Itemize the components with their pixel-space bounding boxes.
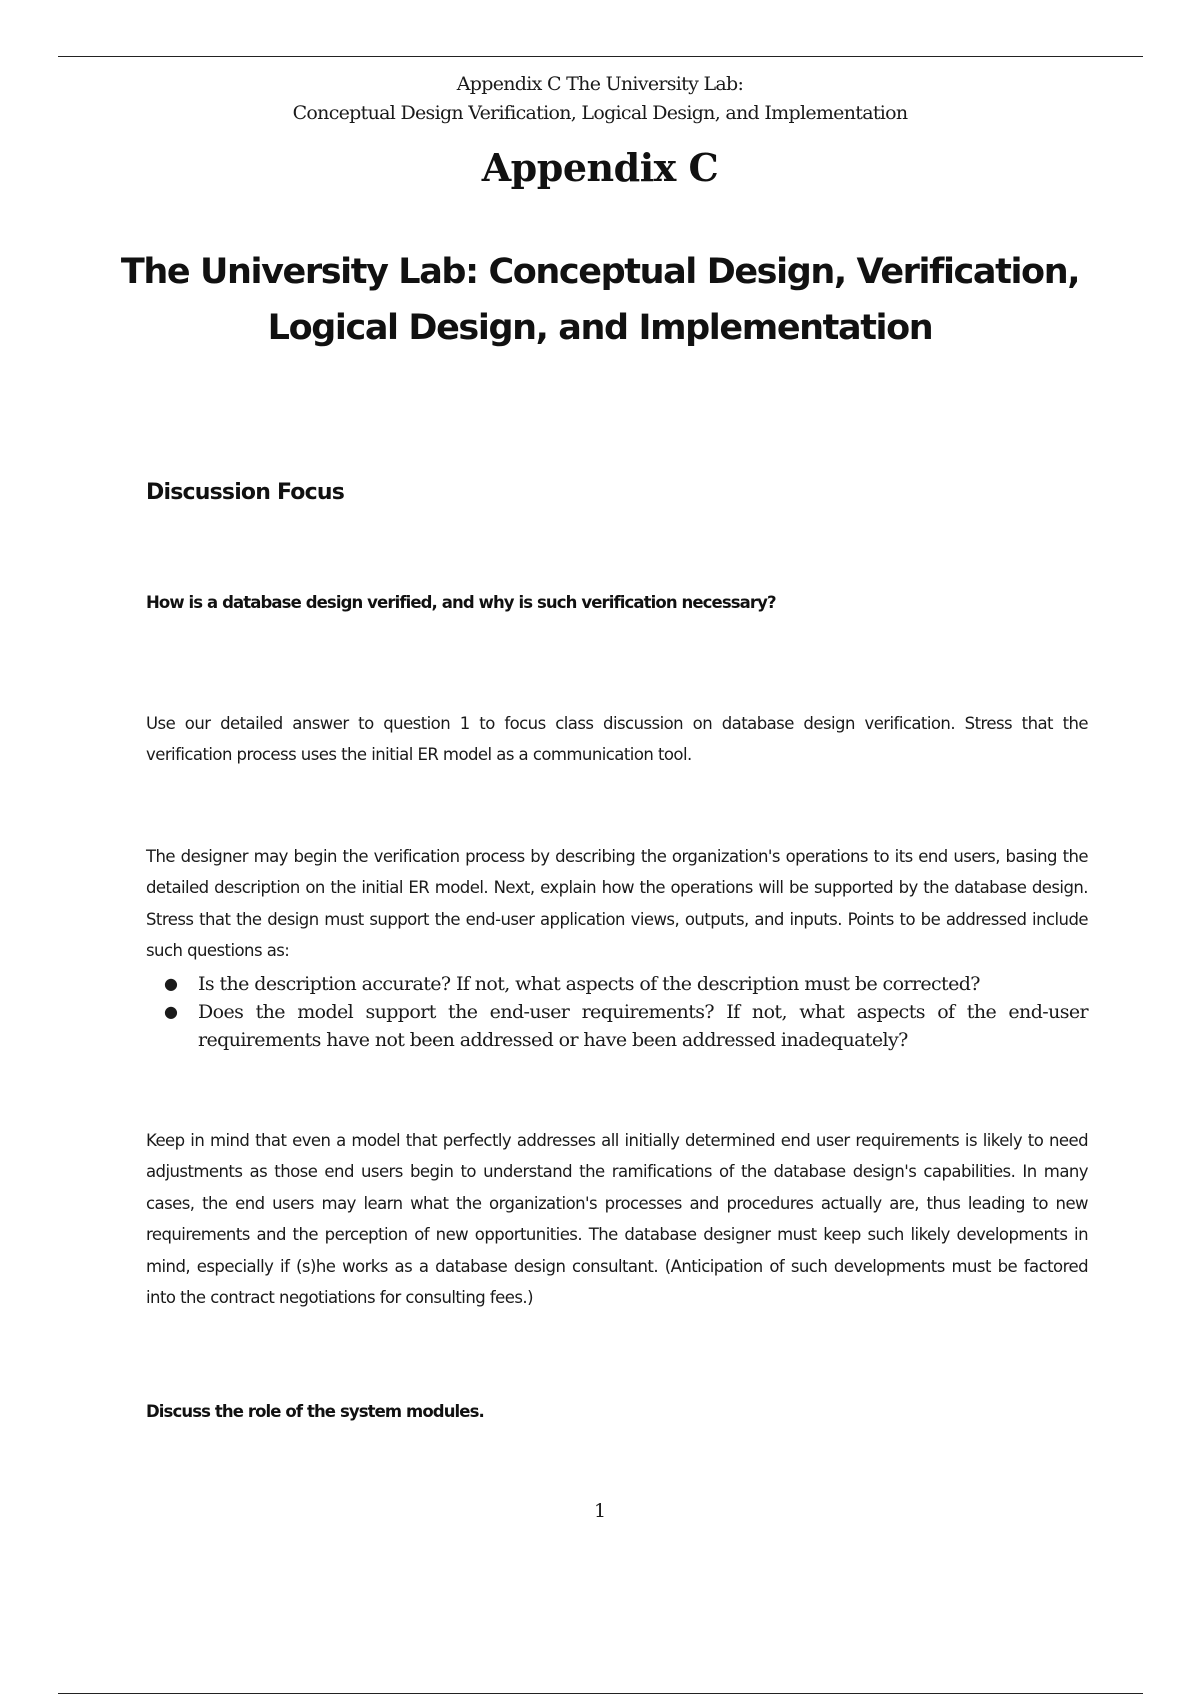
section-heading: Discussion Focus (146, 480, 345, 505)
bullet-icon: ● (164, 974, 178, 993)
main-title-line-1: The University Lab: Conceptual Design, Verification, (120, 252, 1080, 292)
paragraph: The designer may begin the verification process by describing the organization's operations to its end users, basing the detailed description on the initial ER model. Next, explain how the operations will be supported by the database design. Stress that the design must support the end-user application views, outputs, and inputs. Points to be addressed include such questions as: (146, 846, 1088, 960)
bullet-item (160, 970, 1088, 998)
main-title (0, 244, 1200, 356)
bullet-text: Is the description accurate? If not, what aspects of the description must be corrected? (198, 973, 980, 995)
question-heading: How is a database design verified, and why is such verification necessary? (146, 593, 776, 612)
appendix-title: Appendix C (481, 145, 719, 190)
main-title-line-2: Logical Design, and Implementation (267, 308, 933, 348)
running-header (0, 70, 1200, 128)
bottom-rule (58, 1693, 1143, 1694)
paragraph: Keep in mind that even a model that perfectly addresses all initially determined end user requirements is likely to need adjustments as those end users begin to understand the ramifications of the database design's capabilities. In many cases, the end users may learn what the organization's processes and procedures actually are, thus leading to new requirements and the perception of new opportunities. The database designer must keep such likely developments in mind, especially if (s)he works as a database design consultant. (Anticipation of such developments must be factored into the contract negotiations for consulting fees.) (146, 1130, 1088, 1307)
bullet-list (160, 970, 1088, 1054)
bullet-icon: ● (164, 1002, 178, 1021)
top-rule (58, 56, 1143, 57)
page-number: 1 (593, 1500, 607, 1522)
paragraph: Use our detailed answer to question 1 to focus class discussion on database design verification. Stress that the verification process uses the initial ER model as a communication tool. (146, 713, 1088, 764)
bullet-item (160, 998, 1088, 1054)
running-header-line-1: Appendix C The University Lab: (456, 73, 744, 95)
running-header-line-2: Conceptual Design Verification, Logical Design, and Implementation (292, 102, 908, 124)
question-heading: Discuss the role of the system modules. (146, 1402, 484, 1421)
bullet-text: Does the model support the end-user requirements? If not, what aspects of the end-user requirements have not been addressed or have been addressed inadequately? (198, 1001, 1088, 1051)
